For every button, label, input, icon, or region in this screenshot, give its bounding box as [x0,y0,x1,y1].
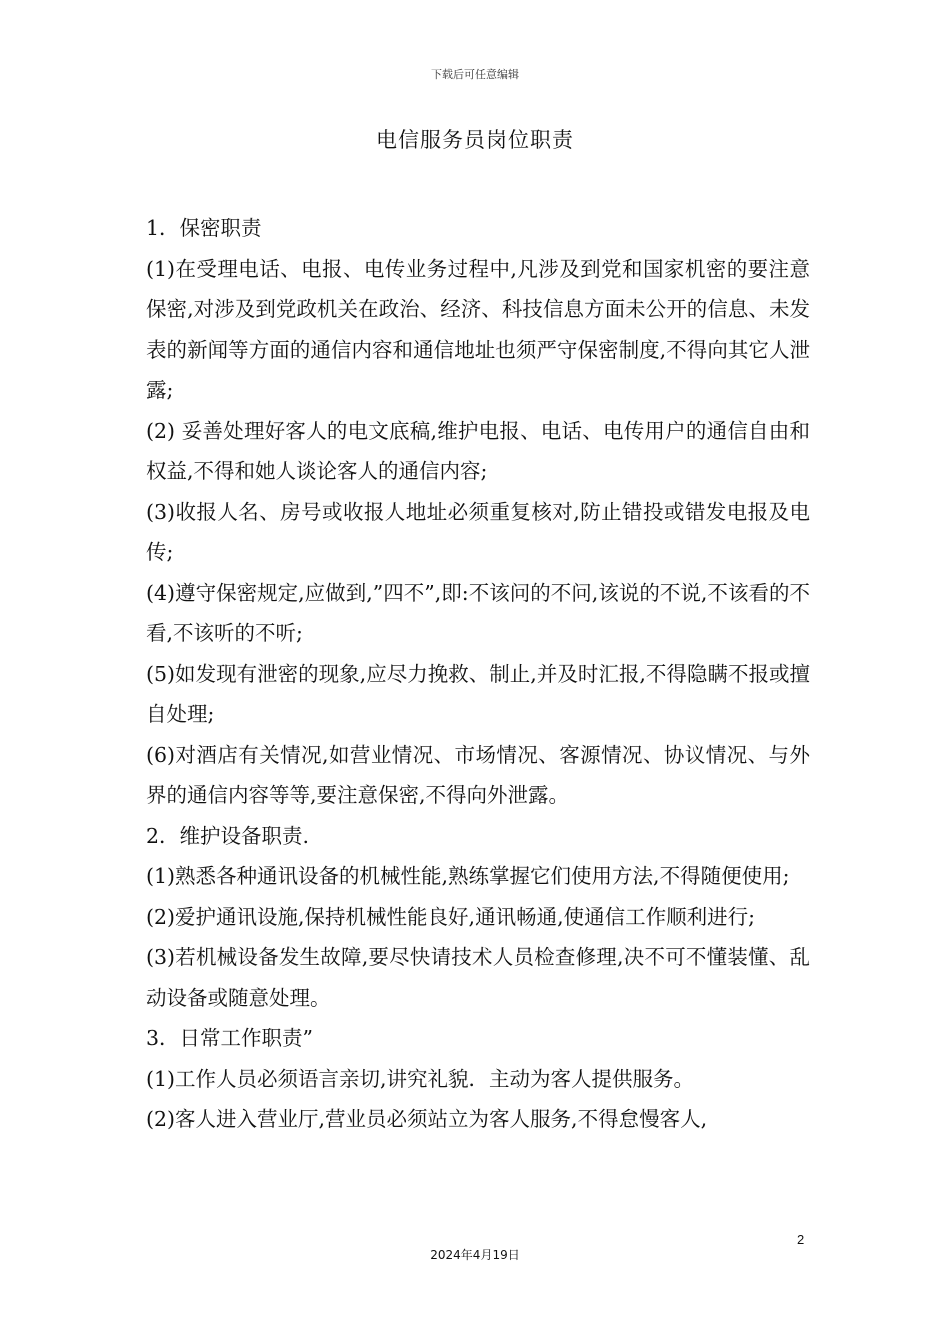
document-title: 电信服务员岗位职责 [376,128,574,152]
page-header: 下载后可任意编辑 [431,68,519,81]
paragraph: (6)对酒店有关情况,如营业情况、市场情况、客源情况、协议情况、与外界的通信内容等等,要注意保密,不得向外泄露。 [146,742,810,807]
section-heading: 1．保密职责 [146,216,262,240]
paragraph: (3)若机械设备发生故障,要尽快请技术人员检查修理,决不可不懂装懂、乱动设备或随意处理。 [146,945,810,1010]
paragraph: (3)收报人名、房号或收报人地址必须重复核对,防止错投或错发电报及电传; [146,499,810,564]
section-heading: 2．维护设备职责. [146,823,310,848]
section-heading: 3．日常工作职责” [146,1026,314,1050]
paragraph: (1)在受理电话、电报、电传业务过程中,凡涉及到党和国家机密的要注意保密,对涉及到党政机关在政治、经济、科技信息方面未公开的信息、未发表的新闻等方面的通信内容和通信地址也须严守保密制度,不得向其它人泄露; [146,256,810,402]
paragraph: (2)爱护通讯设施,保持机械性能良好,通讯畅通,使通信工作顺利进行; [146,904,755,929]
footer-date: 2024年4月19日 [430,1248,520,1262]
paragraph: (4)遵守保密规定,应做到,”四不”,即:不该问的不问,该说的不说,不该看的不看,不该听的不听; [146,580,810,645]
paragraph: (2)客人进入营业厅,营业员必须站立为客人服务,不得怠慢客人, [146,1107,708,1131]
paragraph: (1)熟悉各种通讯设备的机械性能,熟练掌握它们使用方法,不得随便使用; [146,864,790,888]
page-number: 2 [797,1232,805,1247]
paragraph: (1)工作人员必须语言亲切,讲究礼貌．主动为客人提供服务。 [146,1066,695,1091]
paragraph: (2) 妥善处理好客人的电文底稿,维护电报、电话、电传用户的通信自由和权益,不得和她人谈论客人的通信内容; [146,418,810,483]
paragraph: (5)如发现有泄密的现象,应尽力挽救、制止,并及时汇报,不得隐瞒不报或擅自处理; [146,661,810,726]
document-body [146,208,810,1140]
